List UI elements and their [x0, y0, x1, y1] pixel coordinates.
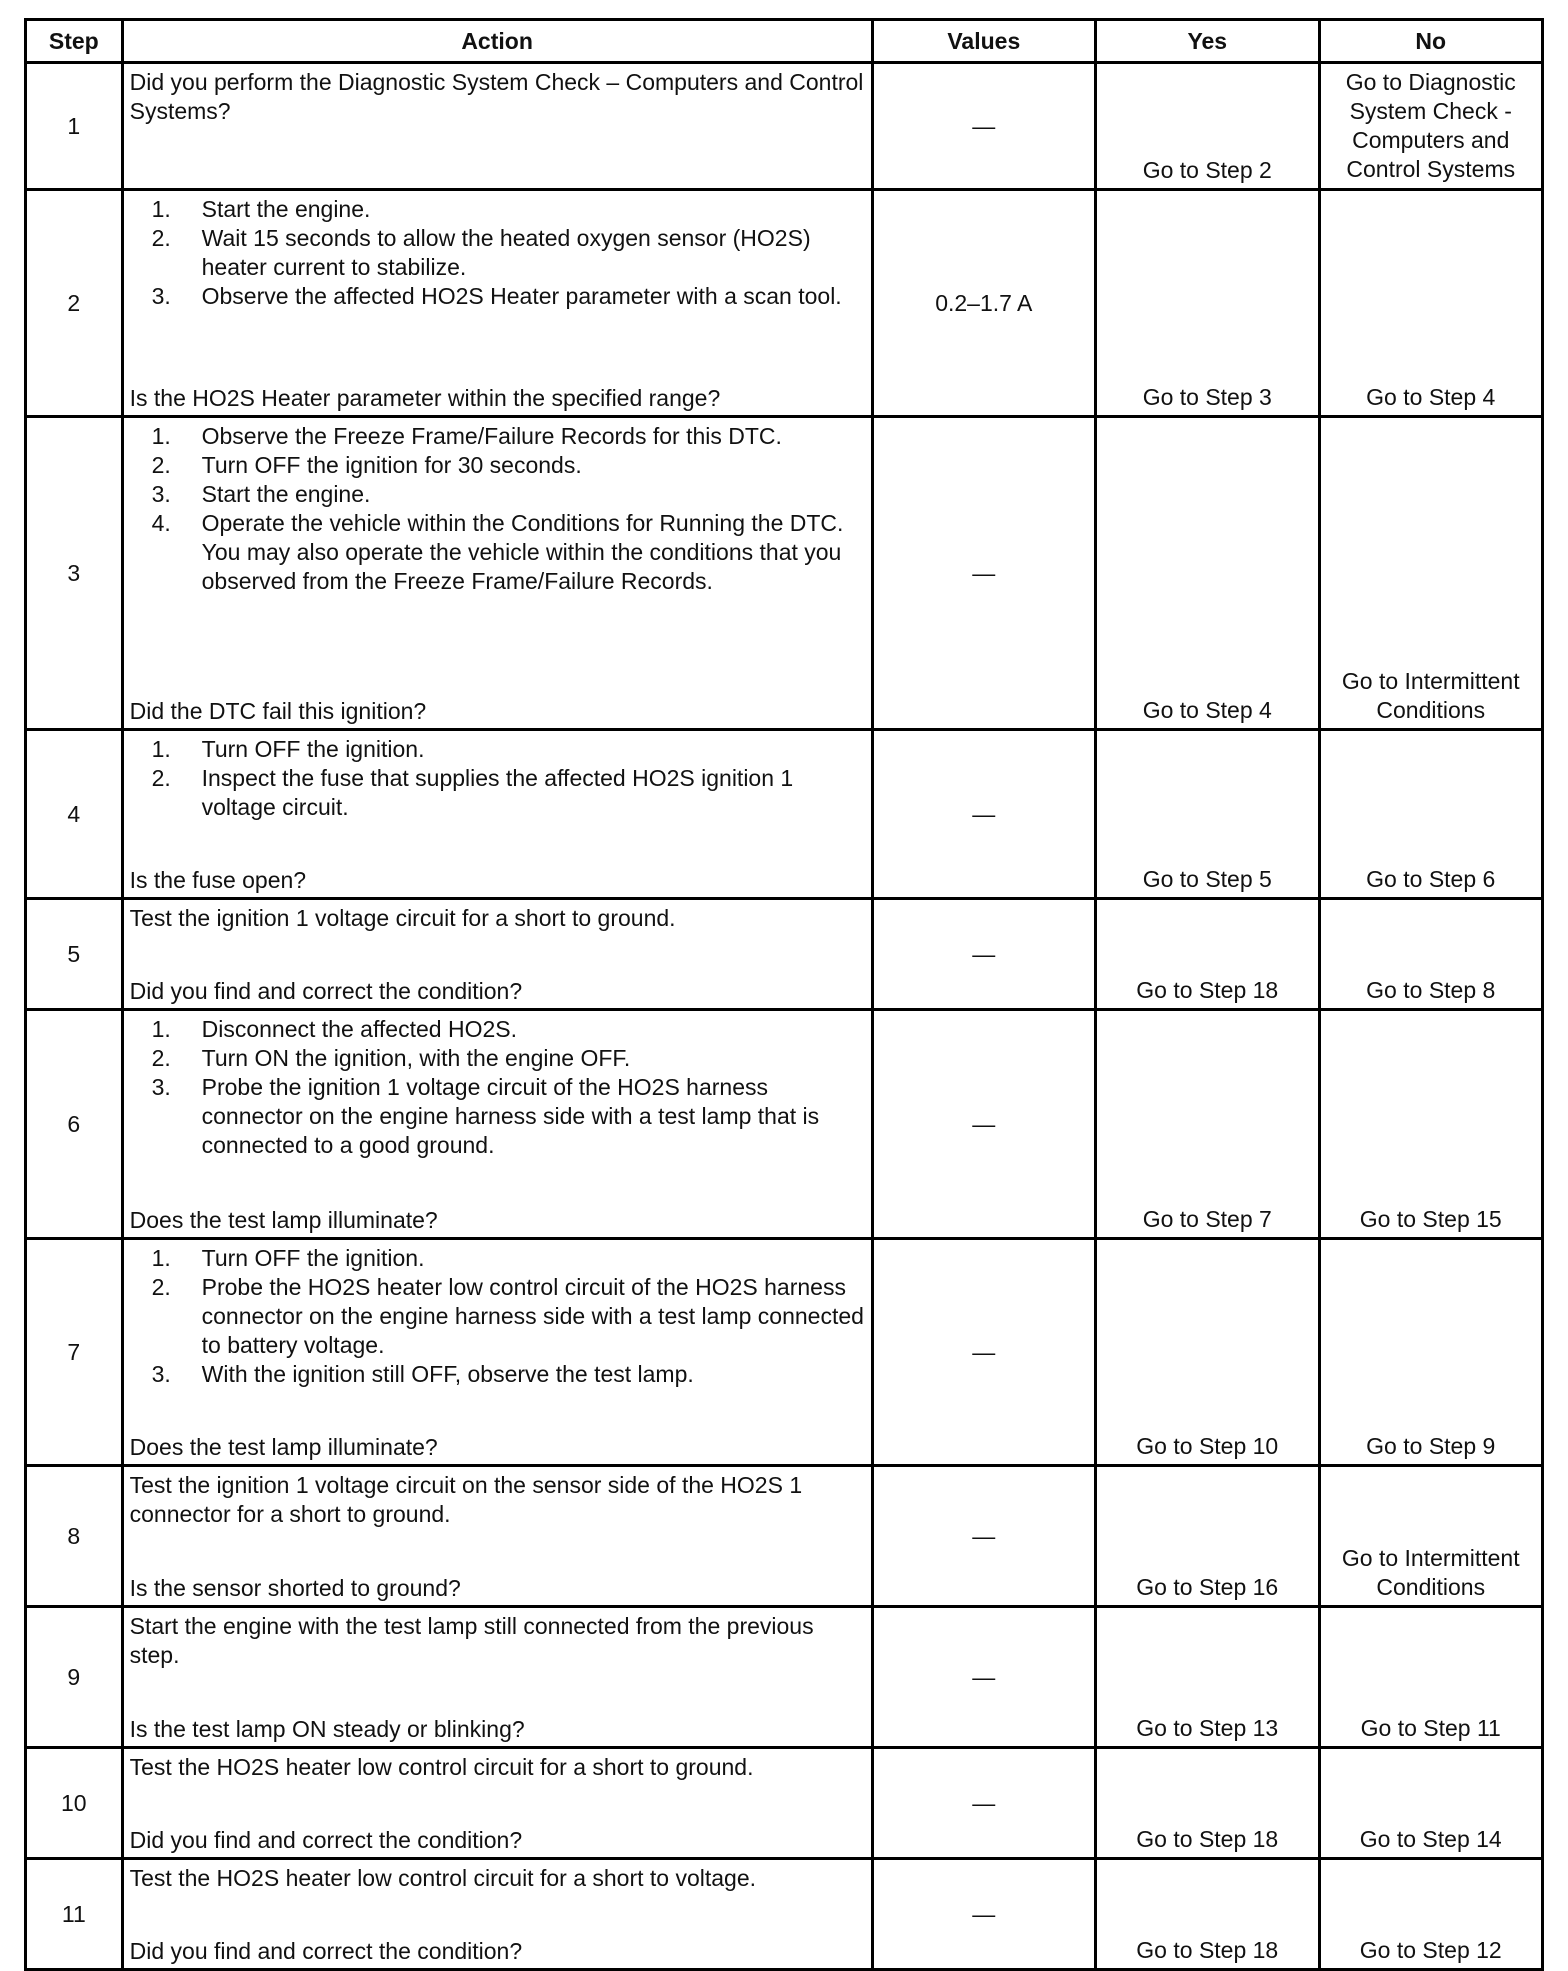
- action-instructions: [130, 1244, 865, 1389]
- value-cell: —: [872, 1859, 1095, 1970]
- table-row: [26, 1239, 1543, 1466]
- action-step-item: [151, 451, 865, 480]
- action-content: [124, 64, 871, 188]
- action-step-text: Start the engine.: [201, 196, 371, 222]
- value-cell: —: [872, 899, 1095, 1010]
- header-values: Values: [872, 20, 1095, 63]
- yes-cell: Go to Step 18: [1096, 1859, 1319, 1970]
- action-step-item: [151, 1073, 865, 1160]
- action-question: Is the fuse open?: [129, 867, 307, 893]
- action-instructions: [130, 68, 865, 126]
- action-question: Is the HO2S Heater parameter within the specified range?: [129, 385, 721, 411]
- table-row: [26, 190, 1543, 417]
- action-cell: [122, 730, 872, 899]
- header-action: Action: [122, 20, 872, 63]
- action-steps-list: [130, 195, 865, 311]
- table-row: [26, 417, 1543, 730]
- action-question: Does the test lamp illuminate?: [129, 1207, 438, 1233]
- value-cell: —: [872, 1010, 1095, 1239]
- yes-cell: Go to Step 3: [1096, 190, 1319, 417]
- action-step-item: [151, 480, 865, 509]
- action-instructions: [130, 1015, 865, 1160]
- action-step-number: 1.: [151, 423, 171, 449]
- action-cell: [122, 63, 872, 190]
- step-number: 2: [26, 190, 123, 417]
- action-step-text: Turn OFF the ignition for 30 seconds.: [201, 452, 582, 478]
- no-cell: Go to Step 8: [1319, 899, 1543, 1010]
- step-number: 6: [26, 1010, 123, 1239]
- action-step-text: Observe the Freeze Frame/Failure Records for this DTC.: [201, 423, 782, 449]
- action-step-text: With the ignition still OFF, observe the test lamp.: [201, 1361, 694, 1387]
- yes-cell: Go to Step 13: [1096, 1607, 1319, 1748]
- action-step-item: [151, 1044, 865, 1073]
- table-row: [26, 730, 1543, 899]
- no-cell: Go to Step 6: [1319, 730, 1543, 899]
- action-step-item: [151, 1273, 865, 1360]
- action-cell: [122, 1010, 872, 1239]
- action-steps-list: [130, 422, 865, 596]
- action-steps-list: [130, 1244, 865, 1389]
- action-steps-list: [130, 735, 865, 822]
- step-number: 11: [26, 1859, 123, 1970]
- no-cell: Go to Step 11: [1319, 1607, 1543, 1748]
- action-step-item: [151, 509, 865, 596]
- value-cell: —: [872, 1239, 1095, 1466]
- table-body: [26, 63, 1543, 1970]
- no-cell: Go to Step 15: [1319, 1010, 1543, 1239]
- step-number: 4: [26, 730, 123, 899]
- action-content: [124, 731, 871, 897]
- action-step-text: Turn OFF the ignition.: [201, 736, 425, 762]
- value-cell: —: [872, 63, 1095, 190]
- action-instructions: [130, 735, 865, 822]
- action-intro: Test the ignition 1 voltage circuit on the sensor side of the HO2S 1 connector for a short to ground.: [129, 1472, 803, 1527]
- action-step-text: Turn ON the ignition, with the engine OFF.: [201, 1045, 631, 1071]
- no-cell: Go to Step 4: [1319, 190, 1543, 417]
- action-content: [124, 1240, 871, 1464]
- table-row: [26, 63, 1543, 190]
- action-intro: Start the engine with the test lamp still connected from the previous step.: [129, 1613, 814, 1668]
- yes-cell: Go to Step 18: [1096, 1748, 1319, 1859]
- action-question: Is the sensor shorted to ground?: [129, 1575, 461, 1601]
- action-cell: [122, 1239, 872, 1466]
- value-cell: —: [872, 1466, 1095, 1607]
- yes-cell: Go to Step 2: [1096, 63, 1319, 190]
- action-step-number: 2.: [151, 1274, 171, 1300]
- action-step-item: [151, 422, 865, 451]
- action-step-text: Disconnect the affected HO2S.: [201, 1016, 517, 1042]
- action-question: Is the test lamp ON steady or blinking?: [129, 1716, 525, 1742]
- action-content: [124, 900, 871, 1008]
- table-row: [26, 899, 1543, 1010]
- action-cell: [122, 417, 872, 730]
- step-number: 9: [26, 1607, 123, 1748]
- no-cell: Go to Step 9: [1319, 1239, 1543, 1466]
- action-step-text: Inspect the fuse that supplies the affected HO2S ignition 1 voltage circuit.: [201, 765, 794, 820]
- action-instructions: [130, 1753, 865, 1782]
- value-cell: —: [872, 1607, 1095, 1748]
- step-number: 8: [26, 1466, 123, 1607]
- action-instructions: [130, 195, 865, 311]
- action-cell: [122, 1859, 872, 1970]
- header-step: Step: [26, 20, 123, 63]
- action-step-text: Observe the affected HO2S Heater parameter with a scan tool.: [201, 283, 842, 309]
- action-step-item: [151, 282, 865, 311]
- action-intro: Test the ignition 1 voltage circuit for a short to ground.: [129, 905, 676, 931]
- action-step-number: 4.: [151, 510, 171, 536]
- table-row: [26, 1010, 1543, 1239]
- table-row: [26, 1859, 1543, 1970]
- action-step-item: [151, 1015, 865, 1044]
- action-content: [124, 191, 871, 415]
- action-step-number: 3.: [151, 1074, 171, 1100]
- action-cell: [122, 1748, 872, 1859]
- action-intro: Test the HO2S heater low control circuit for a short to voltage.: [129, 1865, 757, 1891]
- action-step-number: 1.: [151, 1016, 171, 1042]
- value-cell: —: [872, 1748, 1095, 1859]
- yes-cell: Go to Step 7: [1096, 1010, 1319, 1239]
- header-no: No: [1319, 20, 1543, 63]
- table-row: [26, 1466, 1543, 1607]
- yes-cell: Go to Step 5: [1096, 730, 1319, 899]
- action-step-item: [151, 224, 865, 282]
- action-cell: [122, 190, 872, 417]
- yes-cell: Go to Step 18: [1096, 899, 1319, 1010]
- action-step-number: 2.: [151, 452, 171, 478]
- action-content: [124, 1608, 871, 1746]
- table-row: [26, 1607, 1543, 1748]
- step-number: 3: [26, 417, 123, 730]
- diagnostic-table: [24, 18, 1544, 1971]
- action-step-number: 3.: [151, 1361, 171, 1387]
- action-step-text: Operate the vehicle within the Conditions for Running the DTC. You may also operate the vehicle within the conditions that you observed from the Freeze Frame/Failure Records.: [201, 510, 844, 594]
- yes-cell: Go to Step 16: [1096, 1466, 1319, 1607]
- yes-cell: Go to Step 10: [1096, 1239, 1319, 1466]
- action-cell: [122, 899, 872, 1010]
- action-step-item: [151, 1360, 865, 1389]
- action-question: Does the test lamp illuminate?: [129, 1434, 438, 1460]
- action-question: Did the DTC fail this ignition?: [129, 698, 427, 724]
- action-intro: Test the HO2S heater low control circuit for a short to ground.: [129, 1754, 754, 1780]
- action-step-number: 3.: [151, 283, 171, 309]
- action-content: [124, 1749, 871, 1857]
- action-question: Did you find and correct the condition?: [129, 1938, 523, 1964]
- action-step-number: 2.: [151, 225, 171, 251]
- action-instructions: [130, 422, 865, 596]
- action-content: [124, 1467, 871, 1605]
- action-step-text: Start the engine.: [201, 481, 371, 507]
- action-step-item: [151, 735, 865, 764]
- header-yes: Yes: [1096, 20, 1319, 63]
- action-steps-list: [130, 1015, 865, 1160]
- action-step-item: [151, 1244, 865, 1273]
- action-step-number: 2.: [151, 1045, 171, 1071]
- action-instructions: [130, 1471, 865, 1529]
- step-number: 10: [26, 1748, 123, 1859]
- value-cell: —: [872, 417, 1095, 730]
- no-cell: Go to Step 14: [1319, 1748, 1543, 1859]
- table-row: [26, 1748, 1543, 1859]
- header-row: [26, 20, 1543, 63]
- yes-cell: Go to Step 4: [1096, 417, 1319, 730]
- step-number: 1: [26, 63, 123, 190]
- no-cell: Go to Intermittent Conditions: [1319, 417, 1543, 730]
- action-instructions: [130, 1612, 865, 1670]
- value-cell: —: [872, 730, 1095, 899]
- action-instructions: [130, 1864, 865, 1893]
- no-cell: Go to Step 12: [1319, 1859, 1543, 1970]
- action-instructions: [130, 904, 865, 933]
- step-number: 5: [26, 899, 123, 1010]
- step-number: 7: [26, 1239, 123, 1466]
- action-question: Did you find and correct the condition?: [129, 1827, 523, 1853]
- action-step-item: [151, 764, 865, 822]
- action-step-text: Turn OFF the ignition.: [201, 1245, 425, 1271]
- action-question: Did you find and correct the condition?: [129, 978, 523, 1004]
- action-step-number: 3.: [151, 481, 171, 507]
- no-cell: Go to Intermittent Conditions: [1319, 1466, 1543, 1607]
- action-content: [124, 1011, 871, 1237]
- action-step-number: 1.: [151, 736, 171, 762]
- action-step-number: 1.: [151, 1245, 171, 1271]
- action-cell: [122, 1607, 872, 1748]
- action-cell: [122, 1466, 872, 1607]
- action-step-item: [151, 195, 865, 224]
- action-content: [124, 418, 871, 728]
- action-content: [124, 1860, 871, 1968]
- action-intro: Did you perform the Diagnostic System Check – Computers and Control Systems?: [129, 69, 864, 124]
- no-cell: Go to Diagnostic System Check - Computers and Control Systems: [1319, 63, 1543, 190]
- action-step-text: Probe the HO2S heater low control circuit of the HO2S harness connector on the engine harness side with a test lamp connected to battery voltage.: [201, 1274, 864, 1358]
- action-step-text: Wait 15 seconds to allow the heated oxygen sensor (HO2S) heater current to stabilize.: [201, 225, 811, 280]
- action-step-number: 2.: [151, 765, 171, 791]
- action-step-text: Probe the ignition 1 voltage circuit of the HO2S harness connector on the engine harness side with a test lamp that is connected to a good ground.: [201, 1074, 820, 1158]
- value-cell: 0.2–1.7 A: [872, 190, 1095, 417]
- action-step-number: 1.: [151, 196, 171, 222]
